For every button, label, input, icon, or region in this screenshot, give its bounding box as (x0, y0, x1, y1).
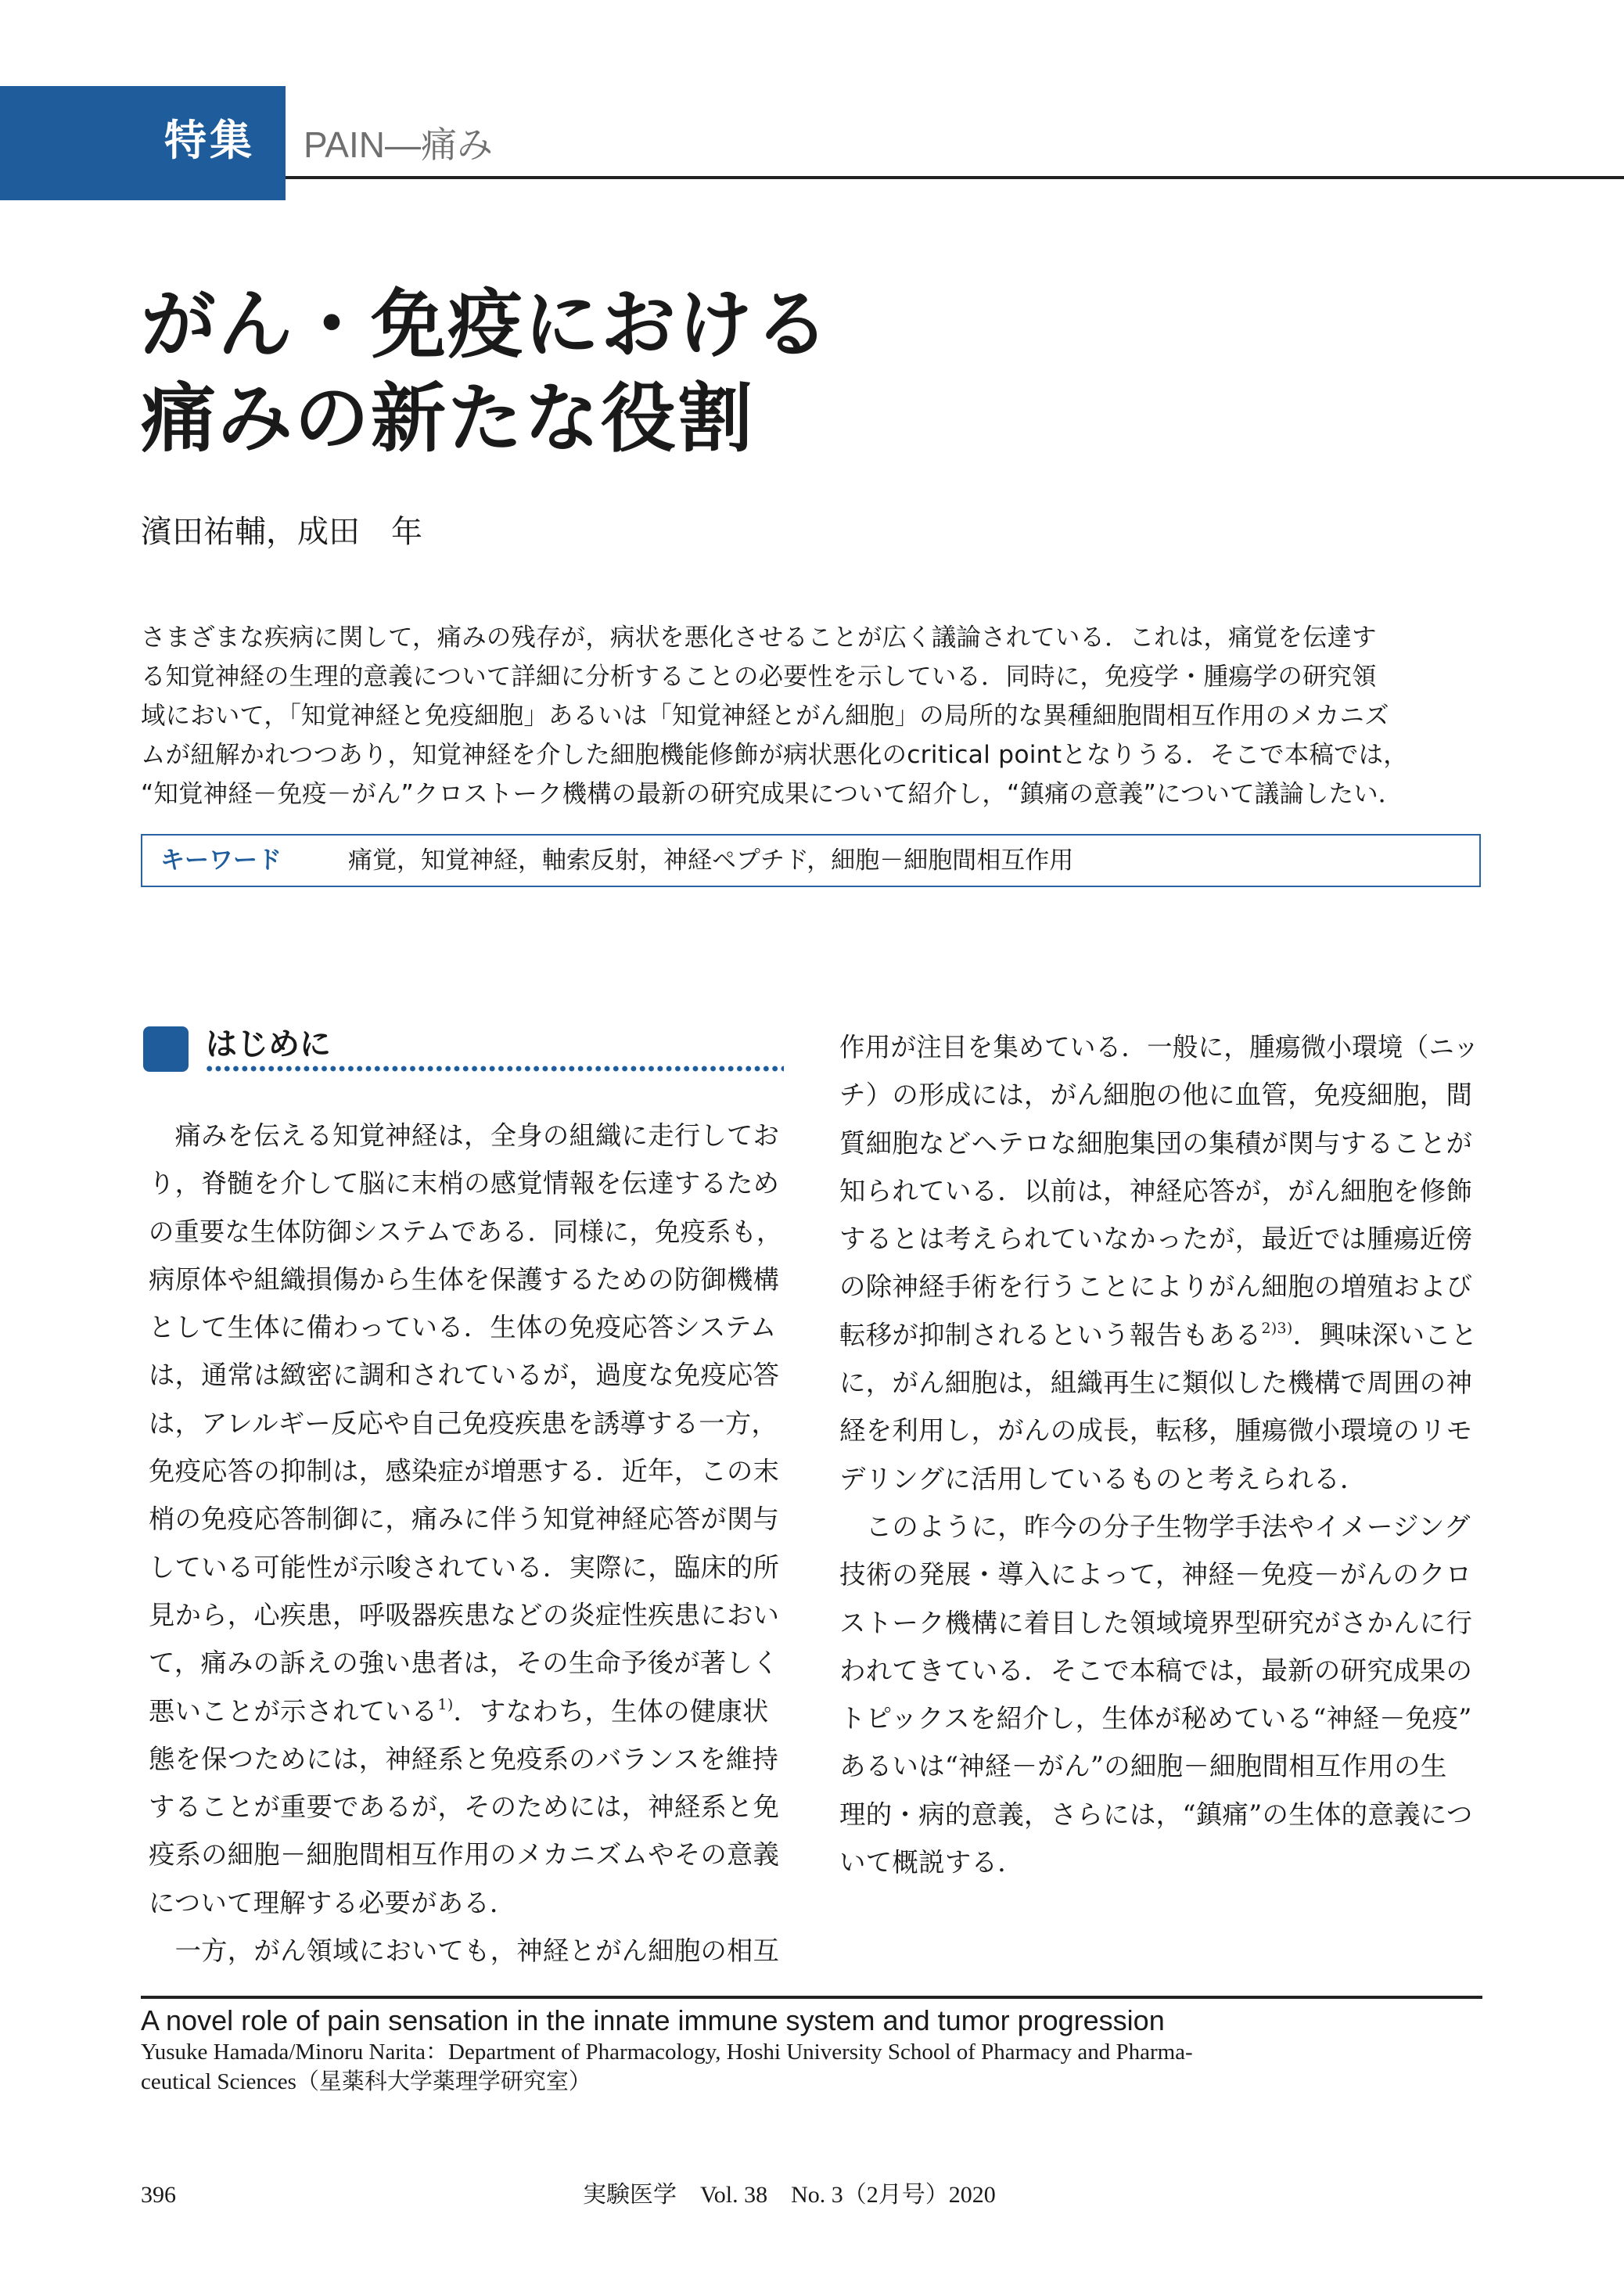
body-line: 態を保つためには，神経系と免疫系のバランスを維持 (149, 1743, 779, 1774)
body-line: て，痛みの訴えの強い患者は，その生命予後が著しく (149, 1648, 779, 1679)
body-line: の除神経手術を行うことによりがん細胞の増殖および (839, 1271, 1473, 1303)
body-text: ．すなわち，生体の健康状 (453, 1695, 769, 1727)
feature-label: 特集 (164, 116, 255, 165)
body-line: の重要な生体防御システムである．同様に，免疫系も， (149, 1216, 782, 1247)
feature-topic: PAIN—痛み (304, 124, 493, 165)
body-line: ストーク機構に着目した領域境界型研究がさかんに行 (839, 1607, 1473, 1638)
body-column-right (839, 1023, 1481, 1886)
abstract-line: さまざまな疾病に関して，痛みの残存が，病状を悪化させることが広く議論されている．これは，痛覚を伝達す (141, 624, 1377, 652)
body-line: 疫系の細胞－細胞間相互作用のメカニズムやその意義 (149, 1839, 780, 1871)
citation-ref[interactable]: 2)3) (1261, 1319, 1293, 1337)
body-line: 質細胞などヘテロな細胞集団の集積が関与することが (839, 1127, 1473, 1159)
affiliation-line: ceutical Sciences（星薬科大学薬理学研究室） (141, 2069, 591, 2094)
body-line: われてきている．そこで本稿では，最新の研究成果の (839, 1655, 1473, 1686)
body-line: 知られている．以前は，神経応答が，がん細胞を修飾 (839, 1175, 1473, 1206)
page-number: 396 (141, 2182, 176, 2208)
section-square-icon (143, 1026, 189, 1072)
body-line: 病原体や組織損傷から生体を保護するための防御機構 (149, 1263, 780, 1295)
affiliation-line: Yusuke Hamada/Minoru Narita：Department of Pharmacology, Hoshi University School of Pharmacy and Pharma- (141, 2040, 1193, 2065)
body-line: している可能性が示唆されている．実際に，臨床的所 (149, 1551, 780, 1583)
body-line: に，がん細胞は，組織再生に類似した機構で周囲の神 (839, 1368, 1473, 1399)
body-line: するとは考えられていなかったが，最近では腫瘍近傍 (839, 1224, 1473, 1255)
body-line: することが重要であるが，そのためには，神経系と免 (149, 1792, 780, 1823)
body-text: 悪いことが示されている (149, 1695, 438, 1727)
section-heading: はじめに (206, 1026, 331, 1062)
body-line: は，アレルギー反応や自己免疫疾患を誘導する一方， (149, 1407, 778, 1439)
body-line: デリングに活用しているものと考えられる． (839, 1463, 1367, 1494)
body-line: 作用が注目を集めている．一般に，腫瘍微小環境（ニッ (839, 1032, 1479, 1062)
body-line: このように，昨今の分子生物学手法やイメージング (839, 1511, 1471, 1542)
body-line: について理解する必要がある． (149, 1887, 516, 1918)
citation-ref[interactable]: 1) (437, 1695, 454, 1713)
article-title-line-1: がん・免疫における (141, 281, 831, 368)
body-line-with-citation (839, 1311, 1479, 1359)
body-line: あるいは“神経－がん”の細胞－細胞間相互作用の生 (839, 1751, 1447, 1782)
section-dotted-rule (205, 1066, 784, 1072)
body-text: ．興味深いこと (1292, 1319, 1478, 1350)
abstract-line: 域において，「知覚神経と免疫細胞」あるいは「知覚神経とがん細胞」の局所的な異種細胞間相互作用のメカニズ (141, 702, 1389, 730)
body-line-with-citation (149, 1687, 782, 1735)
body-line: 経を利用し，がんの成長，転移，腫瘍微小環境のリモ (839, 1415, 1473, 1447)
body-text: 転移が抑制されるという報告もある (839, 1319, 1262, 1350)
abstract-line: “知覚神経－免疫－がん”クロストーク機構の最新の研究成果について紹介し，“鎮痛の意義”について議論したい． (141, 780, 1403, 808)
footer-rule (141, 1996, 1482, 1999)
article-title-line-2: 痛みの新たな役割 (141, 375, 754, 462)
body-line: として生体に備わっている．生体の免疫応答システム (149, 1312, 777, 1343)
body-line: 免疫応答の抑制は，感染症が増悪する．近年，この末 (149, 1456, 780, 1487)
keywords-label: キーワード (160, 846, 282, 875)
abstract-line: る知覚神経の生理的意義について詳細に分析することの必要性を示している．同時に，免疫学・腫瘍学の研究領 (141, 663, 1377, 691)
body-line: 見から，心疾患，呼吸器疾患などの炎症性疾患におい (149, 1599, 780, 1630)
article-authors: 濱田祐輔，成田 年 (141, 514, 422, 550)
body-line: 痛みを伝える知覚神経は，全身の組織に走行してお (149, 1120, 780, 1151)
body-line: り，脊髄を介して脳に末梢の感覚情報を伝達するため (149, 1168, 780, 1199)
body-line: 一方，がん領域においても，神経とがん細胞の相互 (149, 1935, 780, 1967)
body-column-left (149, 1112, 786, 1975)
body-line: 技術の発展・導入によって，神経－免疫－がんのクロ (839, 1559, 1472, 1590)
body-line: 梢の免疫応答制御に，痛みに伴う知覚神経応答が関与 (149, 1504, 780, 1535)
english-title: A novel role of pain sensation in the innate immune system and tumor progression (141, 2004, 1165, 2036)
abstract-line: ムが紐解かれつつあり，知覚神経を介した細胞機能修飾が病状悪化のcritical pointとなりうる．そこで本稿では， (141, 741, 1408, 769)
header-rule (286, 176, 1624, 179)
keywords-list: 痛覚，知覚神経，軸索反射，神経ペプチド，細胞－細胞間相互作用 (348, 846, 1074, 875)
body-line: チ）の形成には，がん細胞の他に血管，免疫細胞，間 (839, 1080, 1473, 1111)
abstract (141, 618, 1486, 814)
body-line: トピックスを紹介し，生体が秘めている“神経－免疫” (839, 1703, 1472, 1734)
body-line: は，通常は緻密に調和されているが，過度な免疫応答 (149, 1360, 780, 1391)
body-line: 理的・病的意義，さらには，“鎮痛”の生体的意義につ (839, 1799, 1473, 1830)
body-line: いて概説する． (839, 1847, 1025, 1878)
author-affiliation (141, 2037, 1482, 2097)
journal-citation: 実験医学 Vol. 38 No. 3（2月号）2020 (583, 2182, 996, 2208)
